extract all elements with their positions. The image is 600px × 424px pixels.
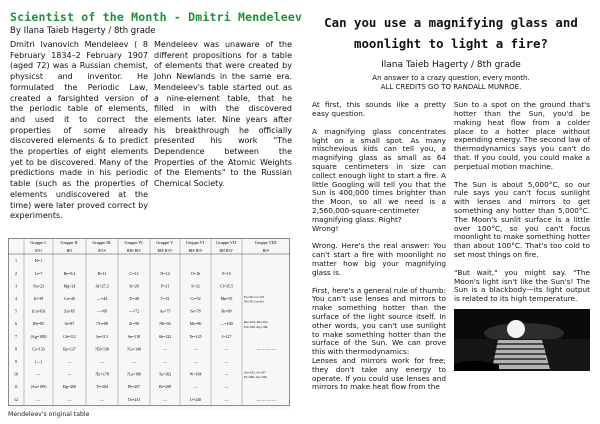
table-cell: Fe=56, Co=59 [244,294,264,299]
table-cell: F=19 [222,270,231,276]
table-cell: — [193,346,198,352]
table-cell: (—) [35,358,42,364]
scientist-title: Scientist of the Month - Dmitri Mendeleev [10,10,303,24]
table-cell: Mo=96 [189,321,202,327]
table-cell: Nb=94 [159,321,171,327]
table-cell: — [67,371,72,377]
moon-icon [507,320,525,338]
table-cell: Bi=208 [158,384,172,390]
table-cell: B=11 [97,270,107,276]
table-cell: N=14 [160,270,170,276]
table-cell: In=113 [96,333,108,339]
table-cell: — [224,396,229,402]
table-cell: U=240 [189,396,202,402]
table-cell: — [67,358,72,364]
table-cell: — [36,396,41,402]
table-cell: Li=7 [34,270,43,276]
table-cell: — [163,346,167,352]
question-column-2 [454,101,590,392]
table-cell: Sb=122 [158,333,172,339]
table-cell: Mg=24 [63,283,76,289]
scientist-paragraph-2: Mendeleev was unaware of the different propositions for a table of elements that were created by John Newlands in the same era. Mendeleev's table started out as a nine-element table, that he filled in with the discovered elements later. Nine years after his breakthrough he officially presented his work "The Dependence between the Properties of the Atomic Weights of the Elements" to the Russian Chemical Society. [154,40,292,189]
table-cell: —=100 [220,321,233,327]
table-cell: Pt=198, Au=199. [244,375,268,380]
question-column-1 [312,101,446,392]
table-cell: Th=231 [127,396,141,402]
table-cell: Be=9,4 [63,270,76,276]
paragraph-magnifier: A magnifying glass concentrates light on a small spot. As many mischevious kids can tell you, a magnifying glass as small as 64 square centimeters in size can collect enough light to start a fire. A little Googling will tell you that the Sun is 400,000 times brighter than the Moon, so all we need is a 2,560,000-square-centimeter magnifying glass. Right? [312,126,446,224]
question-subtitle [312,74,590,91]
table-cell: — — — — [256,346,276,352]
table-group-formula: RH R²O⁷ [219,249,234,253]
paragraph-temperatures: The Sun is about 5,000°C, so our rule says you can't focus sunlight with lenses and mirrors to get something any hotter than 5,000°C. The Moon's sunlit surface is a little over 100°C, so you can't focus moonlight to make something hotter than about 100°C. That's too cold to set most things on fire. [454,179,590,259]
table-cell: Cl=35,5 [219,283,234,289]
table-cell: O=16 [190,270,201,276]
table-row-number: 10 [14,371,18,377]
table-cell: —=44 [96,295,108,301]
subtitle-line-2: ALL CREDITS GO TO RANDALL MUNROE. [380,82,522,91]
table-group-formula: RH⁴ RO² [127,249,141,253]
table-cell: Ba=137 [63,346,76,352]
table-row-number: 4 [15,295,17,301]
table-cell: Sn=118 [127,333,141,339]
periodic-table-caption: Mendeleev's original table [8,411,90,418]
table-row-number: 3 [15,283,17,289]
table-group-header: Gruppe II. [60,240,79,245]
table-cell: ?Di=138 [94,346,110,352]
table-cell: — [132,358,136,364]
table-cell: (Cu=63) [31,308,46,314]
paragraph-second-law: Sun to a spot on the ground that's hotter than the Sun, you'd be making heat flow from a colder place to a hotter place without expending energy. The second law of thermodynamics says you can't do that. If you could, you could make a perpetual motion machine. [454,100,590,171]
table-row-number: 7 [15,333,17,339]
table-group-formula: RO⁴ [262,249,270,253]
table-row-number: 6 [15,321,17,327]
table-cell: Ti=48 [129,295,139,301]
table-group-formula: RO [66,249,73,253]
table-cell: —=72 [128,308,140,314]
table-cell: H=1 [34,258,43,264]
table-cell: — [193,384,198,390]
question-columns [312,101,590,392]
table-cell: — [163,396,167,402]
table-cell: — [100,358,104,364]
table-row-number: 12 [14,396,18,402]
scientist-paragraph-1: Dmitri Ivanovich Mendeleev ( 8 February 1834–2 February 1907 (aged 72) was a Russian chemist, physicst and inventor. He formulated the Periodic Law, created a farsighted version of the periodic table of elements, and used it to correct the properties of some already discovered elements & to predict the properties of eight elements yet to be discovered. Many of the predictions made in his periodic table (such as the properties of elements undiscovered at the time) were later proved correct by experiments. [10,40,148,221]
table-row-number: 2 [15,270,17,276]
scientist-byline: By Ilana Taieb Hagerty / 8th grade [10,26,156,36]
table-cell: Pd=106, Ag=108. [244,324,269,329]
question-byline: Ilana Taieb Hagerty / 8th grade [381,60,521,70]
table-cell: — [224,371,229,377]
table-cell: V=51 [160,295,170,301]
table-cell: (Ag=108) [30,333,47,339]
table-cell: Zn=65 [64,308,75,314]
table-row-number: 8 [15,346,17,352]
table-cell: — [36,371,41,377]
table-cell: Al=27,3 [95,283,109,289]
scientist-column-1 [10,40,148,222]
table-cell: Na=23 [33,283,44,289]
table-row-number: 1 [15,258,17,264]
table-cell: Cr=52 [190,295,201,301]
table-cell: Ni=59, Cu=63. [244,299,265,304]
table-cell: (Au=199) [30,384,47,390]
table-cell: J=127 [221,333,232,339]
table-cell: — [193,358,198,364]
table-row-number: 9 [15,358,17,364]
table-cell: ?Yt=88 [95,321,109,327]
table-cell: Te=125 [189,333,202,339]
table-cell: Hg=200 [62,384,77,390]
table-row-number: 5 [15,308,17,314]
paragraph-intro: At first, this sounds like a pretty easy question. [312,100,446,118]
question-title: Can you use a magnifying glass and moonlight to light a fire? [324,15,578,51]
table-cell: Rb=85 [33,321,44,327]
table-cell: Cs=133 [32,346,45,352]
table-row-number: 11 [14,384,18,390]
paragraph-rule-of-thumb: First, here's a general rule of thumb: You can't use lenses and mirrors to make something hotter than the surface of the light source itself. In other words, you can't use sunlight to make something hotter than the surface of the Sun. We can prove this with thermodynamics: [312,285,446,357]
table-cell: — [224,346,229,352]
subtitle-line-1: An answer to a crazy question, every month. [372,74,530,82]
table-cell: Se=78 [190,308,201,314]
paragraph-lenses: Lenses and mirrors work for free; they don't take any energy to operate. If you could use lenses and mirrors to make heat flow from the [312,355,446,392]
periodic-table-image [8,238,290,410]
table-cell: ?Er=178 [95,371,109,377]
table-cell: —=68 [96,308,108,314]
table-group-formula: RH² RO³ [188,249,203,253]
table-cell: As=75 [159,308,171,314]
table-cell: Cd=112 [63,333,76,339]
table-cell: W=184 [189,371,202,377]
table-cell: Ru=104, Rh=104 [244,320,268,325]
table-group-header: Gruppe V. [156,240,174,245]
paragraph-wrong: Wrong! [312,223,339,233]
table-cell: — [67,396,72,402]
table-group-header: Gruppe VII. [216,240,237,245]
scientist-columns [10,40,292,222]
table-cell: P=31 [160,283,170,289]
table-group-formula: RH³ R²O⁵ [157,249,173,253]
table-group-header: Gruppe I. [30,240,47,245]
table-group-header: Gruppe VIII. [254,240,278,245]
table-cell: ?Ce=140 [126,346,142,352]
paragraph-real-answer: Wrong. Here's the real answer: You can't start a fire with moonlight no matter how big your magnifying glass is. [312,241,446,277]
table-cell: — [163,358,167,364]
table-cell: — — — — [256,396,276,402]
table-group-formula: R²O³ [98,249,106,253]
table-cell: Ta=182 [158,371,172,377]
table-cell: Sr=87 [64,321,75,327]
table-cell: Si=28 [129,283,139,289]
table-cell: Br=80 [221,308,232,314]
periodic-table-svg [8,238,290,410]
table-cell: — [100,396,104,402]
table-cell: C=12 [129,270,139,276]
table-group-header: Gruppe VI. [185,240,206,245]
table-cell: Zr=90 [128,321,140,327]
table-cell: S=32 [191,283,200,289]
table-group-header: Gruppe IV. [124,240,144,245]
table-cell: ?La=180 [126,371,142,377]
table-group-formula: R²O [35,249,42,253]
paragraph-but-wait: "But wait," you might say. "The Moon's light isn't like the Sun's! The Sun is a blackbody—its light output is related to its high temperature. [454,267,590,304]
table-cell: — [224,358,229,364]
table-cell: Mn=55 [220,295,233,301]
question-page [300,0,600,424]
table-cell: Os=195, Ir=197 [244,370,266,375]
table-cell: — [224,384,229,390]
table-cell: K=39 [33,295,44,301]
table-cell: Pb=207 [127,384,141,390]
moonlit-sea-illustration [454,309,590,371]
scientist-column-2 [154,40,292,222]
table-cell: Ca=40 [64,295,75,301]
table-cell: Tl=204 [96,384,108,390]
table-group-header: Gruppe III. [92,240,112,245]
